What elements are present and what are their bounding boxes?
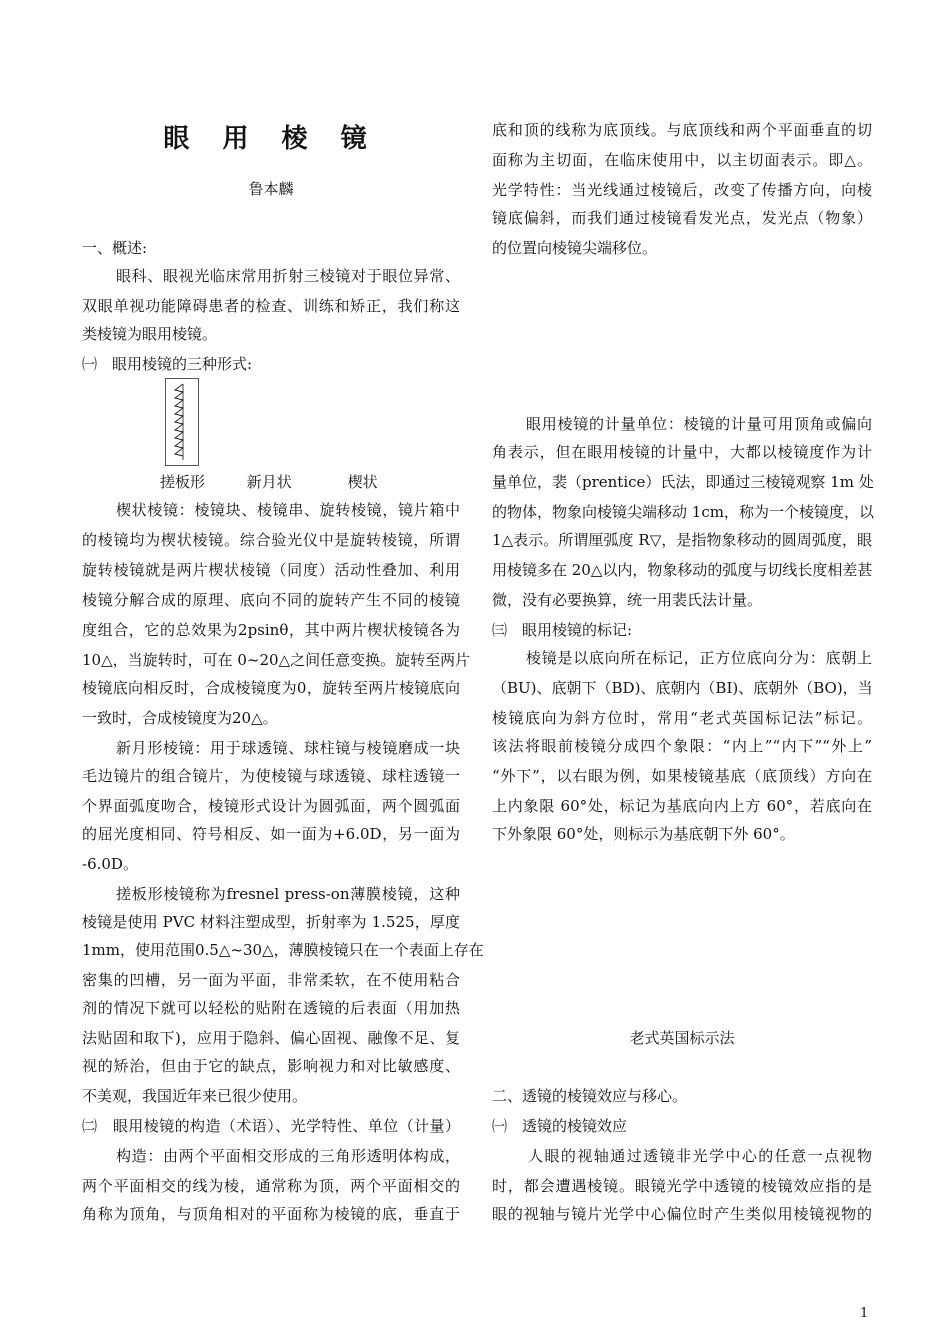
text-line: “外下”，以右眼为例，如果棱镜基底（底顶线）方向在	[492, 767, 872, 785]
text-line: 的棱镜均为楔状棱镜。综合验光仪中是旋转棱镜，所谓	[82, 531, 460, 549]
text-line: 视的矫治，但由于它的缺点，影响视力和对比敏感度、	[82, 1057, 460, 1075]
figure-label-wedge: 楔状	[347, 473, 378, 491]
text-line: ㈠ 透镜的棱镜效应	[492, 1117, 628, 1135]
text-line: 底和顶的线称为底顶线。与底顶线和两个平面垂直的切	[492, 121, 872, 139]
text-line: 构造：由两个平面相交形成的三角形透明体构成，	[116, 1147, 460, 1165]
text-line: 法贴固和取下)，应用于隐斜、偏心固视、融像不足、复	[82, 1029, 460, 1047]
text-line: 的物体，物象向棱镜尖端移动 1cm，称为一个棱镜度，以	[492, 503, 874, 521]
text-line: 老式英国标示法	[629, 1029, 735, 1047]
text-line: 棱镜底向相反时，合成棱镜度为0，旋转至两片棱镜底向	[82, 679, 460, 697]
text-line: 人眼的视轴通过透镜非光学中心的任意一点视物	[528, 1147, 872, 1165]
figure-label-crescent: 新月状	[246, 473, 292, 491]
text-line: 1mm，使用范围0.5△~30△，薄膜棱镜只在一个表面上存在	[82, 941, 484, 959]
text-line: -6.0D。	[82, 855, 138, 873]
text-line: 的位置向棱镜尖端移位。	[492, 239, 658, 257]
text-line: 微，没有必要换算，统一用裴氏法计量。	[492, 591, 763, 609]
text-line: 面称为主切面，在临床使用中，以主切面表示。即△。	[492, 151, 872, 169]
text-line: 棱镜底向为斜方位时，常用“老式英国标记法”标记。	[492, 709, 872, 727]
text-line: 楔状棱镜：棱镜块、棱镜串、旋转棱镜，镜片箱中	[116, 501, 460, 519]
text-line: 的屈光度相同、符号相反、如一面为+6.0D，另一面为	[82, 825, 460, 843]
text-line: 新月形棱镜：用于球透镜、球柱镜与棱镜磨成一块	[116, 739, 460, 757]
text-line: 镜底偏斜，而我们通过棱镜看发光点，发光点（物象）	[492, 209, 872, 227]
text-line: 角表示，但在眼用棱镜的计量中，大都以棱镜度作为计	[492, 443, 872, 461]
text-line: 一、概述:	[82, 239, 148, 257]
text-line: 该法将眼前棱镜分成四个象限：“内上”“内下”“外上”	[492, 737, 872, 755]
text-line: 度组合，它的总效果为2psinθ，其中两片楔状棱镜各为	[82, 621, 460, 639]
text-line: 两个平面相交的线为棱，通常称为顶，两个平面相交的	[82, 1177, 460, 1195]
text-line: ㈢ 眼用棱镜的标记:	[492, 621, 633, 639]
text-line: 个界面弧度吻合，棱镜形式设计为圆弧面，两个圆弧面	[82, 797, 460, 815]
text-line: 角称为顶角，与顶角相对的平面称为棱镜的底，垂直于	[82, 1205, 460, 1223]
text-line: 时，都会遭遇棱镜。眼镜光学中透镜的棱镜效应指的是	[492, 1177, 872, 1195]
text-line: 不美观，我国近年来已很少使用。	[82, 1087, 308, 1105]
text-line: ㈠ 眼用棱镜的三种形式:	[82, 355, 253, 373]
text-line: 一致时，合成棱镜度为20△。	[82, 709, 278, 727]
text-line: 眼的视轴与镜片光学中心偏位时产生类似用棱镜视物的	[492, 1205, 872, 1223]
document-title: 眼 用 棱 镜	[163, 124, 379, 154]
text-line: （BU)、底朝下（BD)、底朝内（BI)、底朝外（BO)，当	[492, 679, 873, 697]
text-line: 光学特性：当光线通过棱镜后，改变了传播方向，向棱	[492, 181, 872, 199]
text-line: 毛边镜片的组合镜片，为使棱镜与球透镜、球柱透镜一	[82, 767, 460, 785]
figure-label-fresnel: 搓板形	[160, 473, 206, 491]
text-line: 搓板形棱镜称为fresnel press-on薄膜棱镜，这种	[116, 885, 460, 903]
text-line: 剂的情况下就可以轻松的贴附在透镜的后表面（用加热	[82, 999, 460, 1017]
text-line: 眼用棱镜的计量单位：棱镜的计量可用顶角或偏向	[526, 415, 872, 433]
page-number: 1	[860, 1306, 869, 1321]
text-line: 眼科、眼视光临床常用折射三棱镜对于眼位异常、	[116, 267, 460, 285]
text-line: 上内象限 60°处，标记为基底向内上方 60°，若底向在	[492, 797, 872, 815]
text-line: 类棱镜为眼用棱镜。	[82, 325, 218, 343]
text-line: 1△表示。所谓厘弧度 R▽，是指物象移动的圆周弧度，眼	[492, 531, 872, 549]
text-line: 棱镜分解合成的原理、底向不同的旋转产生不同的棱镜	[82, 591, 460, 609]
fresnel-prism-figure	[165, 378, 199, 466]
text-line: 下外象限 60°处，则标示为基底朝下外 60°。	[492, 825, 795, 843]
text-line: 用棱镜多在 20△以内，物象移动的弧度与切线长度相差甚	[492, 561, 873, 579]
figure-labels	[160, 472, 378, 492]
text-line: 密集的凹槽，另一面为平面，非常柔软，在不使用粘合	[82, 971, 460, 989]
text-line: 量单位，裴（prentice）氏法，即通过三棱镜观察 1m 处	[492, 473, 874, 491]
author-name: 鲁本麟	[248, 180, 294, 198]
text-line: 旋转棱镜就是两片楔状棱镜（同度）活动性叠加、利用	[82, 561, 460, 579]
text-line: 棱镜是以底向所在标记，正方位底向分为：底朝上	[526, 649, 872, 667]
text-line: 棱镜是使用 PVC 材料注塑成型，折射率为 1.525，厚度	[82, 913, 460, 931]
text-line: ㈡ 眼用棱镜的构造（术语）、光学特性、单位（计量）	[82, 1117, 460, 1135]
text-line: 二、透镜的棱镜效应与移心。	[492, 1087, 688, 1105]
text-line: 10△，当旋转时，可在 0~20△之间任意变换。旋转至两片	[82, 651, 471, 669]
text-line: 双眼单视功能障碍患者的检查、训练和矫正，我们称这	[82, 297, 460, 315]
